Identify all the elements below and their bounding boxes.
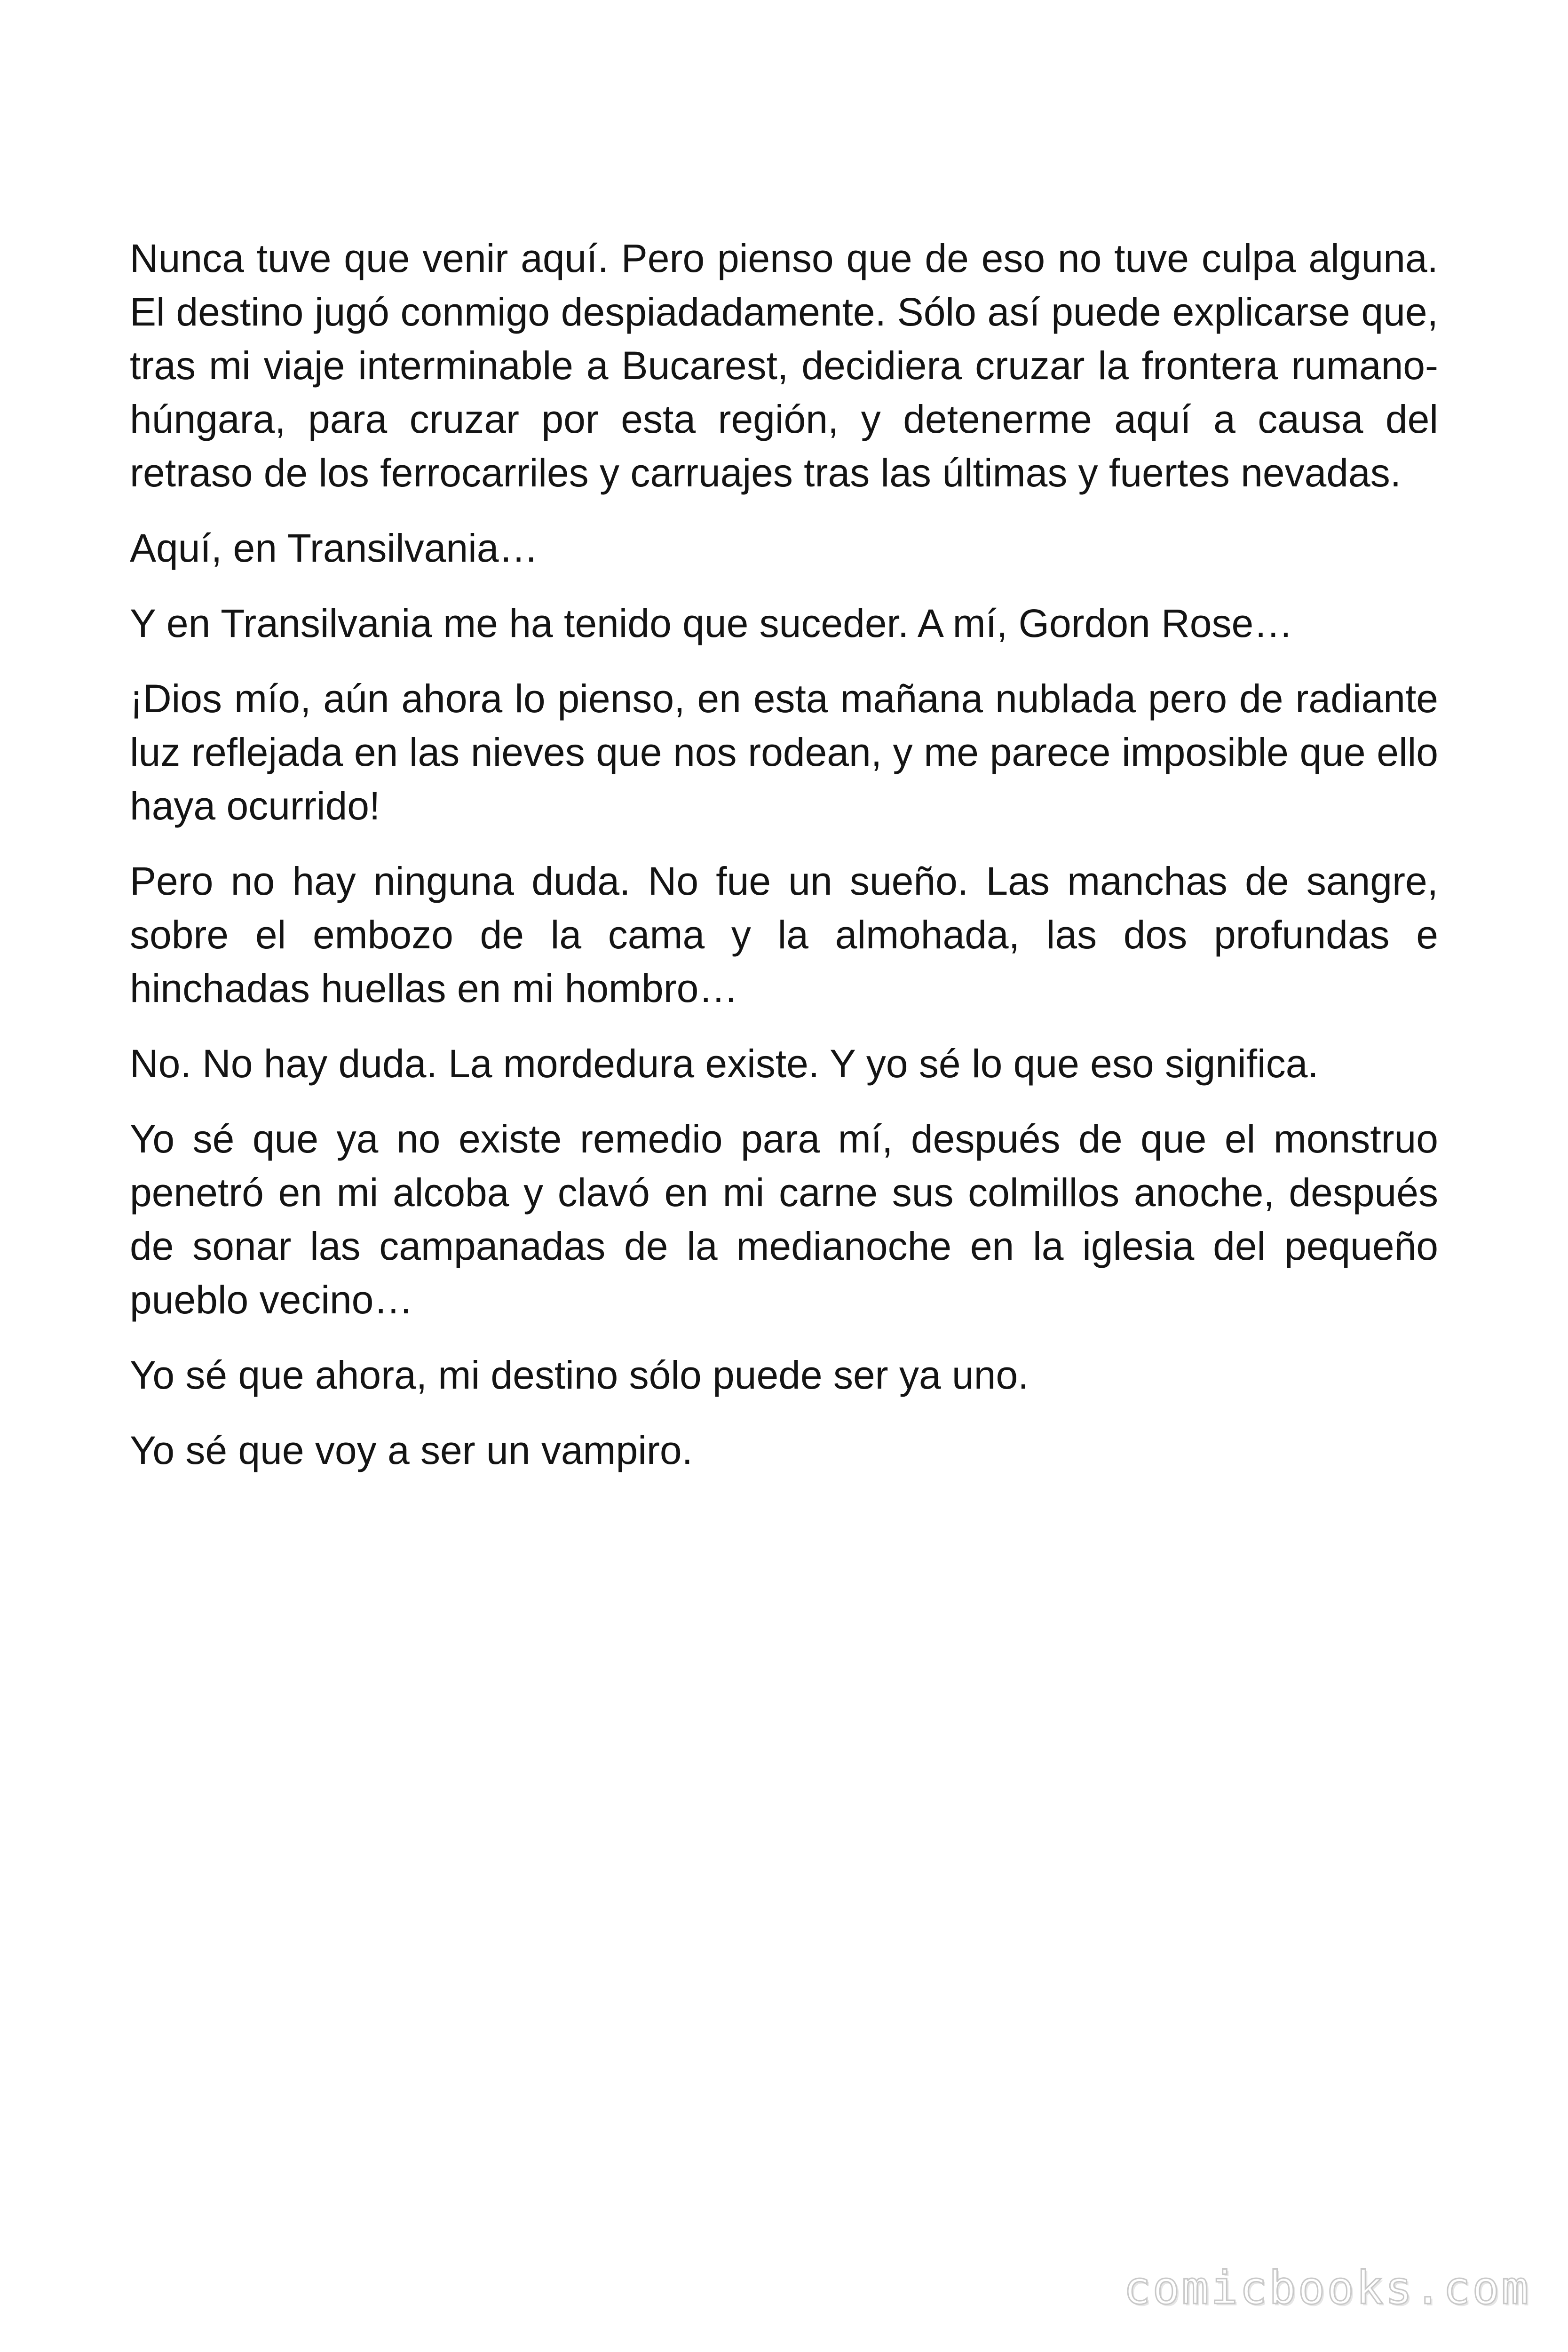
paragraph-2: Aquí, en Transilvania… [130, 526, 539, 570]
paragraph-7: Yo sé que ya no existe remedio para mí, después de que el monstruo penetró en mi alcoba y clavó en mi carne sus colmillos anoche, después de sonar las campanadas de la medianoche en la iglesia del pequeño pueblo vecino… [130, 1117, 1438, 1322]
paragraph-5: Pero no hay ninguna duda. No fue un sueño. Las manchas de sangre, sobre el embozo de la cama y la almohada, las dos profundas e hinchadas huellas en mi hombro… [130, 859, 1438, 1010]
watermark: comicbooks.com [1123, 2262, 1530, 2314]
paragraph-3: Y en Transilvania me ha tenido que suceder. A mí, Gordon Rose… [130, 601, 1293, 645]
body-text [130, 231, 1438, 1499]
paragraph-6: No. No hay duda. La mordedura existe. Y yo sé lo que eso significa. [130, 1041, 1319, 1086]
paragraph-8: Yo sé que ahora, mi destino sólo puede ser ya uno. [130, 1353, 1029, 1397]
paragraph-9: Yo sé que voy a ser un vampiro. [130, 1428, 693, 1472]
paragraph-1: Nunca tuve que venir aquí. Pero pienso que de eso no tuve culpa alguna. El destino jugó conmigo despiadadamente. Sólo así puede explicarse que, tras mi viaje interminable a Bucarest, decidiera cruzar la frontera rumano-húngara, para cruzar por esta región, y detenerme aquí a causa del retraso de los ferrocarriles y carruajes tras las últimas y fuertes nevadas. [130, 236, 1438, 495]
paragraph-4: ¡Dios mío, aún ahora lo pienso, en esta mañana nublada pero de radiante luz reflejada en las nieves que nos rodean, y me parece imposible que ello haya ocurrido! [130, 676, 1438, 828]
